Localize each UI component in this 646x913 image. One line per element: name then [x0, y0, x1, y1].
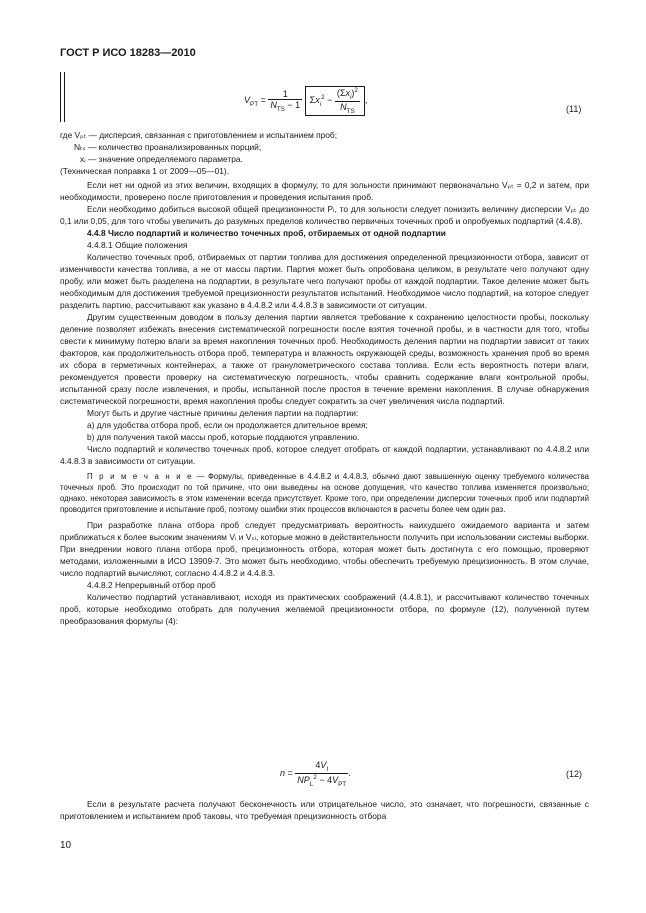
- body-text: [60, 179, 589, 627]
- section-4-4-8-2-heading: 4.4.8.2 Непрерывный отбор проб: [87, 580, 216, 590]
- def-xi: xᵢ — значение определяемого параметра.: [80, 154, 243, 164]
- list-item-a: а) для удобства отбора проб, если он продолжается длительное время;: [87, 420, 368, 430]
- def-amendment: (Техническая поправка 1 от 2009—05—01).: [60, 166, 230, 176]
- para-10: Количество подпартий устанавливают, исходя из практических соображений (4.4.8.1), и рассчитывают количество точечных проб, которые необходимо отобрать для получения желаемой прецизионности отбора, по формуле (12), полученной путем преобразования формулы (4):: [60, 592, 589, 626]
- note: [60, 471, 589, 515]
- page-number: 10: [60, 840, 72, 851]
- page-header: ГОСТ Р ИСО 18283—2010: [60, 47, 196, 59]
- list-item-b: b) для получения такой массы проб, которые поддаются управлению.: [87, 432, 360, 442]
- formula-11-number: (11): [566, 104, 582, 114]
- para-1: Если нет ни одной из этих величин, входящих в формулу, то для зольности принимают первоначально Vₚₜ = 0,2 и затем, при необходимости, проверено после приготовления и проведения испытания проб.: [60, 180, 589, 202]
- para-5: Могут быть и другие частные причины деления партии на подпартии:: [87, 408, 359, 418]
- para-3: Количество точечных проб, отбираемых от партии топлива для достижения определенной прецизионности отбора, зависит от изменчивости качества топлива, а не от массы партии. Партия может быть опробована целиком, в результате чего получают одну пробу, или может быть разделена на подпартии, в результате чего получают пробы от каждой подпартии. Такое деление может быть необходимым для достижения требуемой прецизионности результатов испытаний. Необходимое число подпартий, на которое следует разделить партию, рассчитывают как указано в 4.4.8.2 или 4.4.8.3 в зависимости от ситуации.: [60, 252, 589, 310]
- def-vpt: где Vₚₜ — дисперсия, связанная с приготовлением и испытанием проб;: [60, 130, 338, 140]
- para-2: Если необходимо добиться высокой общей прецизионности Pₗ, то для зольности следует понизить величину дисперсии Vₚₜ до 0,1 или 0,05, для того чтобы увеличить до разумных пределов количество первичных точечных проб и опробуемых подпартий (4.4.8).: [60, 204, 589, 226]
- definitions: [60, 129, 589, 177]
- para-9: При разработке плана отбора проб следует предусматривать вероятность наихудшего ожидаемого варианта и затем приближаться к более высоким значениям Vᵢ и Vₛₗ, которые можно в действительности получить при использовании системы выборки. При внедрении нового плана отбора проб, прецизионность отбора, которая может быть достигнута с его помощью, проверяют методами, изложенными в ИСО 13909-7. Это может быть необходимо, чтобы обеспечить требуемую прецизионность. В этом случае, число подпартий вычисляют, согласно 4.4.8.2 и 4.4.8.3.: [60, 520, 589, 578]
- body-text-end: [60, 798, 589, 822]
- formula-12: n = $\frac{4V_I}{NP_L^2 - 4V_{PT}}$ .: [280, 760, 351, 788]
- note-label: П р и м е ч а н и е: [87, 472, 194, 481]
- section-4-4-8-1-heading: 4.4.8.1 Общие положения: [87, 240, 188, 250]
- para-11: Если в результате расчета получают бесконечность или отрицательное число, это означает, что погрешности, связанные с приготовлением и испытанием проб таковы, что требуемая прецизионность отбора: [60, 799, 589, 821]
- note-text: — Формулы, приведенные в 4.4.8.2 и 4.4.8.3, обычно дают завышенную оценку требуемого количества точечных проб. Это происходит по той причине, что они выведены на основе допущения, что качество топлива изменяется произвольно; однако, некоторая зависимость в этом изменении всегда присутствует. Кроме того, при определении дисперсии точечных проб или подпартий проводится приготовление и испытание проб, поэтому ошибки этих процессов включаются в расчеты более чем один раз.: [60, 472, 589, 514]
- para-8: Число подпартий и количество точечных проб, которое следует отобрать от каждой подпартии, устанавливают по 4.4.8.2 или 4.4.8.3 в зависимости от ситуации.: [60, 444, 589, 466]
- change-bar: [60, 72, 65, 122]
- section-4-4-8-heading: 4.4.8 Число подпартий и количество точечных проб, отбираемых от одной подпартии: [87, 228, 446, 238]
- formula-11: $V_{PT}$ = $\frac{1}{N_{TS} - 1}$ $\Sigma x_i^2$ − $\frac{(\Sigma x_i)^2}{N_{TS}}$ ,: [244, 87, 368, 115]
- para-4: Другим существенным доводом в пользу деления партии является требование к сохранению целостности пробы, поскольку деление позволяет избежать внесения систематической погрешности после взятия точечной пробы, и в частности для того, чтобы свести к минимуму потерю влаги за время накопления точечных проб. Необходимость деления партии на подпартии зависит от таких факторов, как продолжительность отбора проб, температура и влажность окружающей среды, возможность хранения проб во время их сбора в герметичных контейнерах, а также от гранулометрического состава топлива. Если есть вероятность потери влаги, рекомендуется провести проверку на систематическую погрешность, чтобы сравнить содержание влаги контрольной пробы, испытанной сразу после извлечения, и пробы, испытанной после простоя в течение времени накопления. В случае обнаружения систематической погрешности, время накопления пробы следует сократить за счет увеличения числа подпартий.: [60, 312, 589, 406]
- def-nts: Nₜₛ — количество проанализированных порций;: [74, 142, 262, 152]
- formula-12-number: (12): [566, 769, 583, 779]
